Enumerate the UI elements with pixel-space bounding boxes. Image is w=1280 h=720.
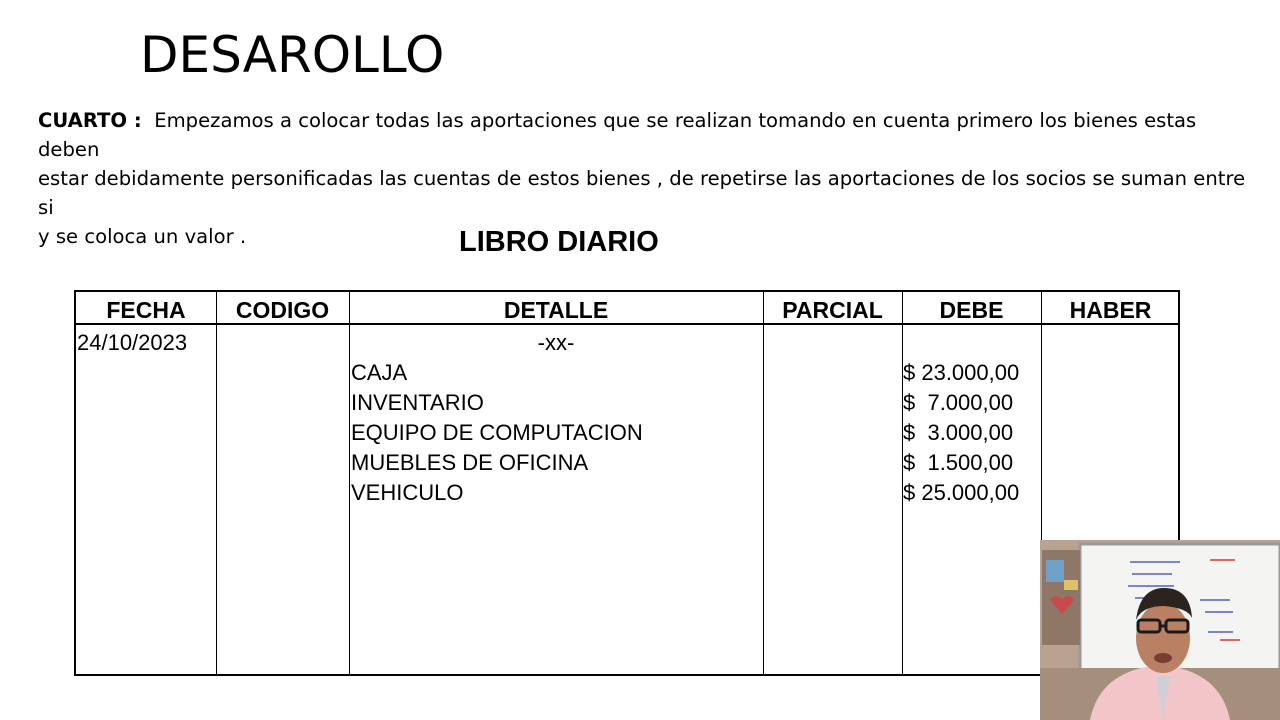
header-debe: DEBE bbox=[939, 297, 1004, 323]
detalle-cell: CAJA bbox=[351, 360, 408, 385]
detalle-cell: MUEBLES DE OFICINA bbox=[351, 450, 589, 475]
debe-cell: $ 3.000,00 bbox=[903, 420, 1014, 445]
debe-cell: $ 23.000,00 bbox=[903, 360, 1020, 385]
column-divider bbox=[216, 292, 217, 674]
paragraph-line-1: Empezamos a colocar todas las aportaciones que se realizan tomando en cuenta primero los bienes estas deben bbox=[38, 109, 1197, 161]
entry-date: 24/10/2023 bbox=[77, 330, 188, 355]
paragraph-line-2: estar debidamente personificadas las cuentas de estos bienes , de repetirse las aportaciones de los socios se suman entre si bbox=[38, 167, 1246, 219]
header-fecha: FECHA bbox=[106, 297, 186, 323]
entry-marker: -xx- bbox=[537, 330, 575, 355]
webcam-scene bbox=[1040, 540, 1280, 720]
slide-title: DESAROLLO bbox=[140, 26, 445, 84]
debe-cell: $ 1.500,00 bbox=[903, 450, 1014, 475]
journal-table bbox=[74, 290, 1180, 676]
header-detalle: DETALLE bbox=[503, 297, 609, 323]
debe-cell: $ 25.000,00 bbox=[903, 480, 1020, 505]
paragraph-line-3: y se coloca un valor . bbox=[38, 225, 247, 248]
presenter-webcam-icon bbox=[1040, 540, 1280, 720]
header-haber: HABER bbox=[1069, 297, 1152, 323]
debe-cell: $ 7.000,00 bbox=[903, 390, 1014, 415]
ledger-title: LIBRO DIARIO bbox=[459, 226, 659, 258]
column-divider bbox=[763, 292, 764, 674]
header-parcial: PARCIAL bbox=[782, 297, 883, 323]
detalle-cell: EQUIPO DE COMPUTACION bbox=[351, 420, 643, 445]
paragraph-lead: CUARTO : bbox=[38, 109, 142, 132]
detalle-cell: VEHICULO bbox=[351, 480, 464, 505]
header-codigo: CODIGO bbox=[235, 297, 330, 323]
detalle-cell: INVENTARIO bbox=[351, 390, 484, 415]
